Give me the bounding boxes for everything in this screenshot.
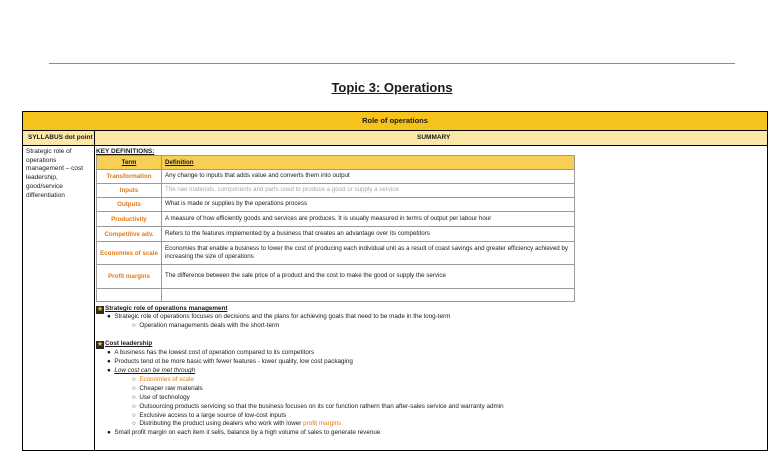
sub-bullet-icon: ○: [132, 385, 136, 392]
strategic-section-title: ★ Strategic role of operations management: [96, 305, 228, 313]
definition-cell: Economies that enable a business to lower the cost of producing each individual unit as a result of coast savings and greater efficiency achieved by increasing the size of operations: [162, 242, 575, 265]
definitions-table: [96, 155, 575, 302]
definition-cell: The difference between the sale price of a product and the cost to make the good or supply the service: [162, 265, 575, 289]
operations-table: [22, 111, 768, 451]
sub-bullet-item: ○ Operation managements deals with the short-term: [132, 322, 280, 329]
bullet-icon: ●: [107, 429, 111, 436]
sub-bullet-item: ○ Outsourcing products servicing so that the business focuses on its cor function rathern than after-sales service and warranty admin: [132, 403, 504, 410]
bullet-item: ● Small profit margin on each item it sells, balance by a high volume of sales to generate revenue: [107, 429, 381, 436]
star-icon: ★: [96, 341, 104, 348]
bullet-item: ● Strategic role of operations focuses on decisions and the plans for achieving goals that need to be made in the long-term: [107, 313, 451, 320]
table-row: [97, 198, 575, 212]
bullet-icon: ●: [107, 367, 111, 374]
bullet-icon: ●: [107, 313, 111, 320]
star-icon: ★: [96, 306, 104, 313]
term-cell: Transformation: [97, 170, 162, 184]
term-cell: Productivity: [97, 212, 162, 227]
key-definitions-heading: KEY DEFINITIONS:: [96, 148, 155, 155]
summary-column-header: SUMMARY: [417, 134, 451, 141]
term-cell: Economies of scale: [97, 242, 162, 265]
sub-bullet-item: ○ Economies of scale: [132, 376, 194, 383]
term-cell: Inputs: [97, 184, 162, 198]
table-row: [97, 212, 575, 227]
sub-bullet-item: ○ Exclusive access to a large source of low-cost inputs: [132, 412, 287, 419]
definition-cell: Refers to the features implemented by a business that creates an advantage over its competitors: [162, 227, 575, 242]
definition-cell: Any change to inputs that adds value and converts them into output: [162, 170, 575, 184]
table-row: [97, 242, 575, 265]
empty-cell: [97, 289, 162, 302]
syllabus-text: Strategic role of operations management – cost leadership, good/service differentiation: [26, 148, 84, 199]
term-cell: Competitive adv.: [97, 227, 162, 242]
definition-cell: The raw materials, components and parts used to produce a good or supply a service: [162, 184, 575, 198]
bullet-icon: ●: [107, 358, 111, 365]
bullet-item: ● A business has the lowest cost of operation compared to its competitors: [107, 349, 315, 356]
definition-column-header: Definition: [162, 156, 575, 170]
syllabus-column-header: SYLLABUS dot point: [28, 134, 93, 141]
cost-leadership-title: ★ Cost leadership: [96, 340, 153, 348]
column-headers: [23, 131, 767, 146]
definition-cell: What is made or supplies by the operations process: [162, 198, 575, 212]
sub-bullet-icon: ○: [132, 403, 136, 410]
empty-cell: [162, 289, 575, 302]
page-title: Topic 3: Operations: [331, 80, 453, 95]
empty-row: [97, 289, 575, 302]
column-divider: [94, 131, 95, 451]
sub-bullet-item: ○ Cheaper raw materials: [132, 385, 203, 392]
table-row: [97, 170, 575, 184]
sub-bullet-icon: ○: [132, 412, 136, 419]
term-cell: Profit margins: [97, 265, 162, 289]
bullet-icon: ●: [107, 349, 111, 356]
sub-bullet-icon: ○: [132, 394, 136, 401]
table-row: [97, 265, 575, 289]
definition-cell: A measure of how efficiently goods and services are produces. It is usually measured in terms of output per labour hour: [162, 212, 575, 227]
role-header: Role of operations: [23, 112, 767, 131]
header-rule: [49, 63, 735, 64]
term-cell: Outputs: [97, 198, 162, 212]
sub-bullet-icon: ○: [132, 376, 136, 383]
term-column-header: Term: [97, 156, 162, 170]
sub-bullet-item: ○ Use of technology: [132, 394, 190, 401]
table-row: [97, 184, 575, 198]
bullet-item: ● Products tend ot be more basic with fewer features - lower quality, low cost packaging: [107, 358, 353, 365]
table-row: [97, 227, 575, 242]
sub-bullet-icon: ○: [132, 420, 136, 427]
sub-bullet-item: ○ Distributing the product using dealers who work with lower profit margins: [132, 420, 342, 427]
bullet-item: ● Low cost can be met through: [107, 367, 196, 374]
sub-bullet-icon: ○: [132, 322, 136, 329]
definitions-header-row: [97, 156, 575, 170]
